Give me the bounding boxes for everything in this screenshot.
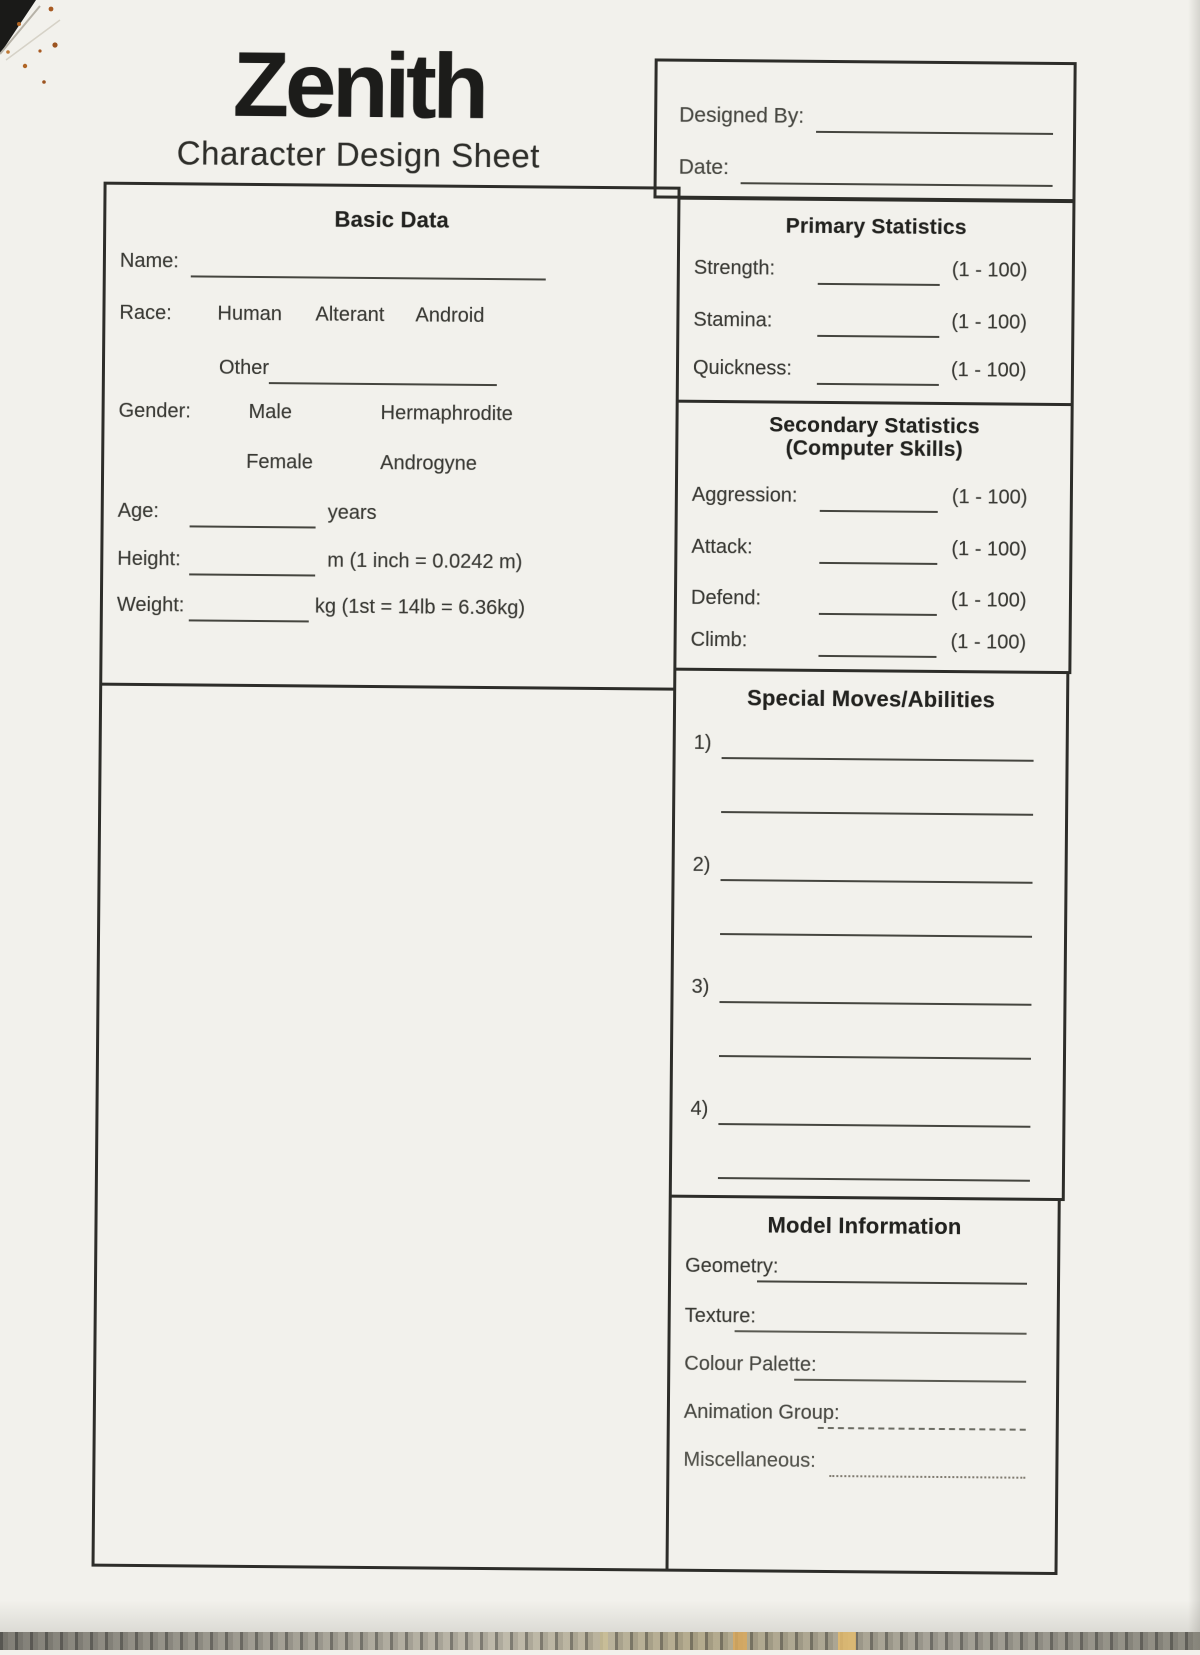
aggression-row <box>678 479 1070 516</box>
weight-unit: kg (1st = 14lb = 6.36kg) <box>314 595 526 620</box>
special-move-2-row <box>674 849 1064 886</box>
gender-option-female: Female <box>246 450 313 474</box>
scanner-strip-tan-mark-2 <box>838 1632 856 1650</box>
special-move-4-line-a <box>718 1123 1030 1128</box>
date-label: Date: <box>678 155 730 180</box>
colour-palette-label: Colour Palette: <box>684 1352 817 1376</box>
quickness-range: (1 - 100) <box>950 359 1027 382</box>
title-block <box>136 33 582 176</box>
height-label: Height: <box>117 547 181 571</box>
special-move-4-line-b <box>718 1177 1030 1182</box>
date-row <box>679 150 1053 187</box>
special-move-3-row <box>673 971 1063 1008</box>
attack-range: (1 - 100) <box>951 538 1028 561</box>
page-subtitle: Character Design Sheet <box>176 134 541 175</box>
gender-row-2 <box>104 445 675 484</box>
character-drawing-box <box>92 683 677 1572</box>
race-label: Race: <box>119 301 172 325</box>
weight-blank-line <box>189 619 309 622</box>
animation-group-blank-line <box>818 1427 1026 1431</box>
special-move-2-line-a <box>721 879 1033 884</box>
height-unit: m (1 inch = 0.0242 m) <box>327 549 523 574</box>
strength-blank-line <box>818 283 940 286</box>
strength-range: (1 - 100) <box>951 259 1028 282</box>
height-blank-line <box>189 573 315 576</box>
gender-option-androgyne: Androgyne <box>380 452 477 475</box>
texture-row <box>671 1300 1057 1337</box>
designed-by-label: Designed By: <box>679 103 805 128</box>
gender-row-1 <box>104 395 675 434</box>
climb-range: (1 - 100) <box>950 631 1027 654</box>
defend-blank-line <box>819 613 937 616</box>
aggression-range: (1 - 100) <box>951 486 1028 509</box>
designed-by-row <box>679 98 1053 135</box>
quickness-label: Quickness: <box>692 356 793 380</box>
strength-label: Strength: <box>693 256 776 280</box>
header-box <box>653 58 1076 202</box>
primary-statistics-box <box>676 197 1076 406</box>
miscellaneous-label: Miscellaneous: <box>683 1448 816 1472</box>
climb-row <box>676 624 1068 661</box>
stamina-range: (1 - 100) <box>951 311 1028 334</box>
model-information-heading: Model Information <box>767 1212 962 1240</box>
special-move-1-row <box>676 727 1066 764</box>
quickness-blank-line <box>817 383 939 386</box>
miscellaneous-blank-line <box>829 1475 1025 1479</box>
special-move-2-line-b <box>720 933 1032 938</box>
weight-row <box>103 589 674 628</box>
animation-group-label: Animation Group: <box>683 1400 840 1425</box>
geometry-label: Geometry: <box>685 1254 779 1278</box>
height-row <box>103 543 674 582</box>
texture-blank-line <box>735 1330 1027 1335</box>
gender-label: Gender: <box>118 399 191 423</box>
race-option-android: Android <box>415 304 485 327</box>
special-move-1-line-a <box>722 757 1034 762</box>
model-information-box <box>665 1195 1060 1575</box>
aggression-blank-line <box>820 510 938 513</box>
special-move-3-number: 3) <box>691 975 710 998</box>
race-row <box>105 297 676 336</box>
race-option-alterant: Alterant <box>315 303 385 327</box>
climb-label: Climb: <box>690 628 748 652</box>
strength-row <box>680 252 1072 289</box>
race-other-row <box>105 351 676 390</box>
stamina-label: Stamina: <box>693 308 773 332</box>
page-bottom-edge-shadow <box>0 1600 1200 1632</box>
defend-label: Defend: <box>690 586 762 610</box>
name-blank-line <box>191 275 546 280</box>
weight-label: Weight: <box>116 593 185 617</box>
designed-by-blank-line <box>816 131 1053 135</box>
age-unit: years <box>327 501 377 525</box>
secondary-statistics-heading-line1: Secondary Statistics <box>769 413 980 439</box>
age-row <box>104 495 675 534</box>
special-moves-box <box>669 668 1070 1201</box>
defend-range: (1 - 100) <box>950 589 1027 612</box>
page-right-edge-shadow <box>1188 0 1200 1650</box>
date-blank-line <box>741 182 1053 187</box>
geometry-row <box>671 1250 1057 1287</box>
quickness-row <box>679 352 1071 389</box>
age-blank-line <box>190 525 316 528</box>
basic-data-box <box>99 182 680 691</box>
page-title: Zenith <box>232 33 486 138</box>
special-move-3-line-b <box>719 1055 1031 1060</box>
aggression-label: Aggression: <box>691 483 798 507</box>
colour-palette-row <box>670 1348 1056 1385</box>
stamina-row <box>679 304 1071 341</box>
special-move-4-number: 4) <box>690 1097 709 1120</box>
special-move-1-line-b <box>721 811 1033 816</box>
special-move-3-line-a <box>719 1001 1031 1006</box>
secondary-statistics-heading <box>678 413 1070 462</box>
name-row <box>120 243 546 281</box>
basic-data-heading: Basic Data <box>334 206 450 233</box>
secondary-statistics-heading-line2: (Computer Skills) <box>785 436 964 462</box>
scanner-strip-tan-mark-3 <box>600 1632 608 1650</box>
race-other-label: Other <box>218 356 270 380</box>
name-label: Name: <box>119 249 179 273</box>
attack-row <box>677 531 1069 568</box>
age-label: Age: <box>117 499 159 523</box>
gender-option-hermaphrodite: Hermaphrodite <box>380 402 513 426</box>
special-move-4-row <box>672 1093 1062 1130</box>
special-move-1-number: 1) <box>693 731 712 754</box>
race-other-blank-line <box>269 382 497 386</box>
texture-label: Texture: <box>684 1304 756 1328</box>
special-move-2-number: 2) <box>692 853 711 876</box>
colour-palette-blank-line <box>794 1379 1026 1383</box>
animation-group-row <box>670 1396 1056 1433</box>
miscellaneous-row <box>669 1444 1055 1481</box>
climb-blank-line <box>818 655 936 658</box>
defend-row <box>677 582 1069 619</box>
stamina-blank-line <box>817 335 939 338</box>
attack-blank-line <box>819 562 937 565</box>
race-option-human: Human <box>217 302 283 326</box>
primary-statistics-heading: Primary Statistics <box>785 214 967 240</box>
attack-label: Attack: <box>691 535 753 559</box>
scanner-strip-tan-mark <box>733 1632 747 1650</box>
special-moves-heading: Special Moves/Abilities <box>747 685 996 713</box>
geometry-blank-line <box>757 1280 1027 1284</box>
secondary-statistics-box <box>673 400 1073 674</box>
gender-option-male: Male <box>248 400 293 424</box>
